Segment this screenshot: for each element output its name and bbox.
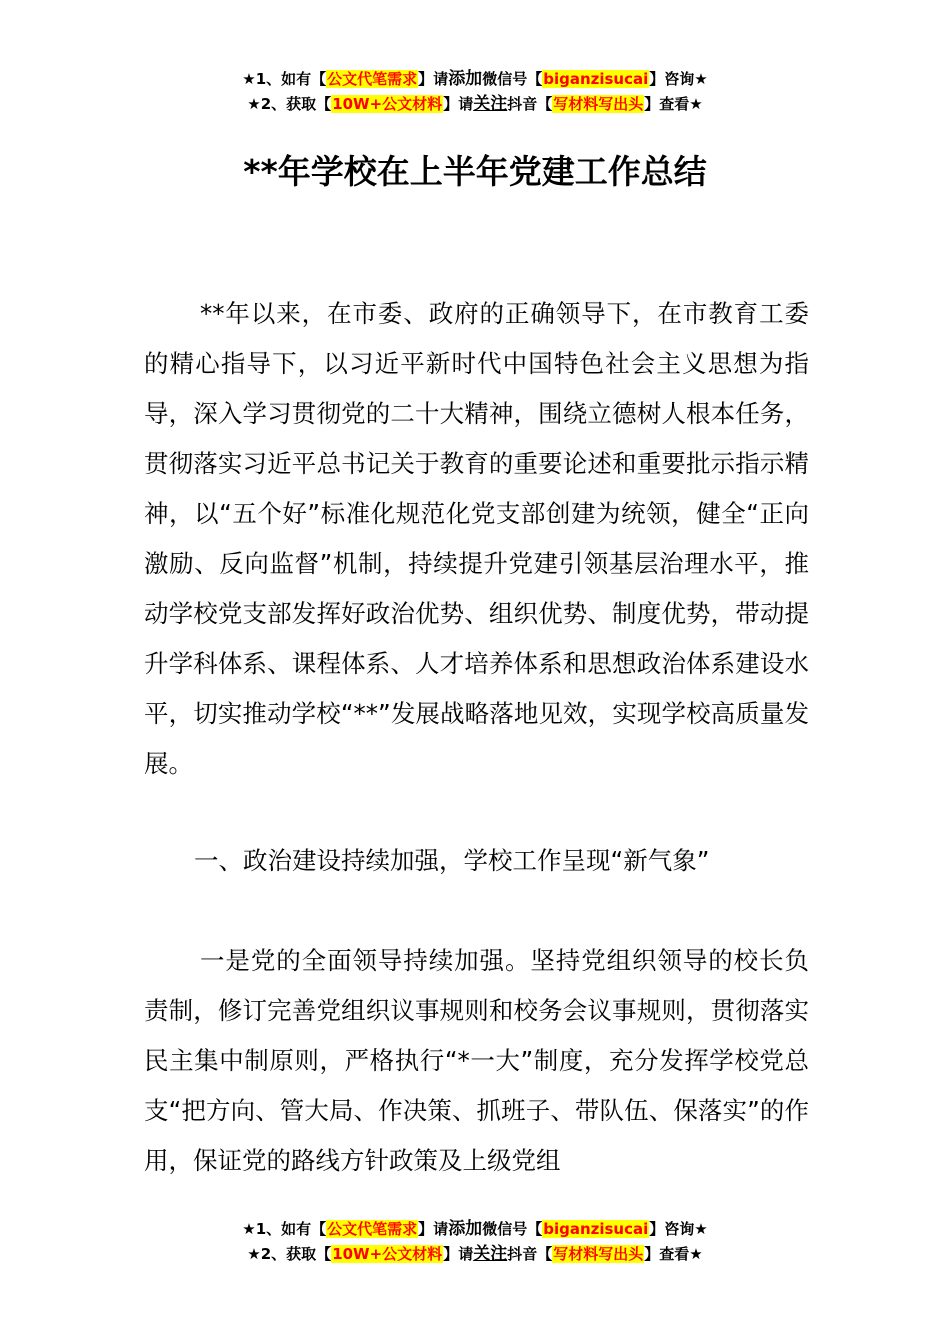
promo-text: 】咨询★ bbox=[649, 70, 708, 88]
promo-highlight: 写材料写出头 bbox=[553, 95, 644, 113]
promo-emphasis: 关注 bbox=[473, 94, 508, 114]
promo-highlight: biganzisucai bbox=[543, 1220, 649, 1238]
promo-text: 】请 bbox=[418, 70, 449, 88]
promo-text: 】请 bbox=[418, 1220, 449, 1238]
promo-highlight: 写材料写出头 bbox=[553, 1245, 644, 1263]
promo-line-2 bbox=[0, 1242, 950, 1267]
promo-line-2 bbox=[0, 92, 950, 117]
promo-text: 抖音【 bbox=[507, 1245, 553, 1263]
promo-emphasis: 关注 bbox=[473, 1244, 508, 1264]
promo-text: ★1、如有【 bbox=[242, 70, 327, 88]
promo-highlight: 10W+公文材料 bbox=[332, 95, 443, 113]
promo-highlight: 10W+公文材料 bbox=[332, 1245, 443, 1263]
promo-emphasis: 添加 bbox=[448, 1219, 483, 1239]
promo-text: 微信号【 bbox=[482, 70, 543, 88]
body-paragraph: **年以来，在市委、政府的正确领导下，在市教育工委的精心指导下，以习近平新时代中国特色社会主义思想为指导，深入学习贯彻党的二十大精神，围绕立德树人根本任务，贯彻落实习近平总书记关于教育的重要论述和重要批示指示精神，以“五个好”标准化规范化党支部创建为统领，健全“正向激励、反向监督”机制，持续提升党建引领基层治理水平，推动学校党支部发挥好政治优势、组织优势、制度优势，带动提升学科体系、课程体系、人才培养体系和思想政治体系建设水平，切实推动学校“**”发展战略落地见效，实现学校高质量发展。 bbox=[144, 299, 809, 778]
promo-highlight: biganzisucai bbox=[543, 70, 649, 88]
promo-text: 】请 bbox=[443, 1245, 474, 1263]
document-title: **年学校在上半年党建工作总结 bbox=[243, 152, 707, 191]
promo-text: ★2、获取【 bbox=[247, 1245, 332, 1263]
promo-emphasis: 添加 bbox=[448, 69, 483, 89]
promo-text: ★2、获取【 bbox=[247, 95, 332, 113]
promo-text: ★1、如有【 bbox=[242, 1220, 327, 1238]
promo-text: 微信号【 bbox=[482, 1220, 543, 1238]
section-heading: 一、政治建设持续加强，学校工作呈现“新气象” bbox=[194, 846, 710, 875]
promo-text: 】查看★ bbox=[644, 1245, 703, 1263]
promo-text: 抖音【 bbox=[507, 95, 553, 113]
promo-highlight: 公文代笔需求 bbox=[327, 70, 418, 88]
body-paragraph: 一是党的全面领导持续加强。坚持党组织领导的校长负责制，修订完善党组织议事规则和校务会议事规则，贯彻落实民主集中制原则，严格执行“*一大”制度，充分发挥学校党总支“把方向、管大局、作决策、抓班子、带队伍、保落实”的作用，保证党的路线方针政策及上级党组 bbox=[144, 946, 809, 1175]
promo-text: 】咨询★ bbox=[649, 1220, 708, 1238]
promo-line-1 bbox=[0, 1217, 950, 1242]
promo-text: 】请 bbox=[443, 95, 474, 113]
promo-banner-bottom bbox=[0, 1217, 950, 1267]
promo-highlight: 公文代笔需求 bbox=[327, 1220, 418, 1238]
promo-text: 】查看★ bbox=[644, 95, 703, 113]
promo-banner-top bbox=[0, 67, 950, 117]
promo-line-1 bbox=[0, 67, 950, 92]
